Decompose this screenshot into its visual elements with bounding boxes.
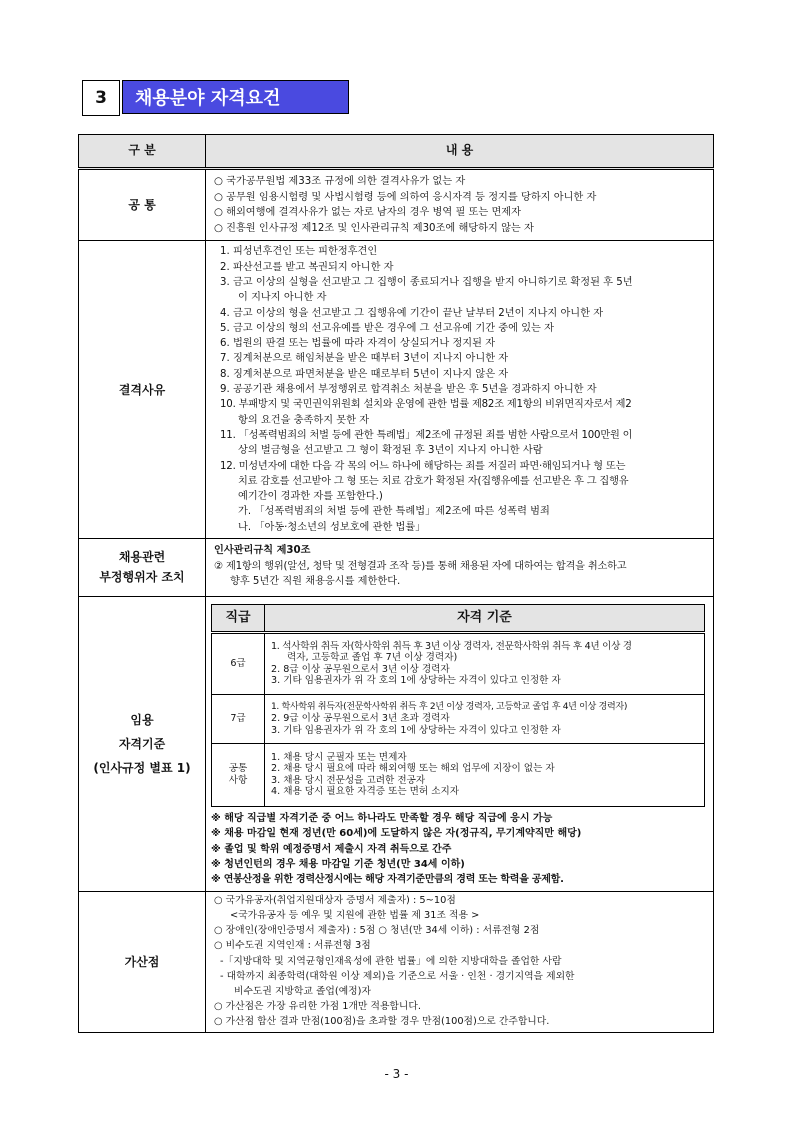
label-bonus: 가산점 — [79, 891, 206, 1032]
bonus-line: ○ 국가유공자(취업지원대상자 증명서 제출자) : 5~10점 — [214, 894, 456, 906]
grade-common-line1: 공통 — [228, 763, 248, 775]
note-line: ※ 졸업 및 학위 예정증명서 제출시 자격 취득으로 간주 — [211, 843, 452, 855]
label-qual-line1: 임용 — [130, 712, 154, 727]
disq-line: 5. 금고 이상의 형의 선고유예를 받은 경우에 그 선고유예 기간 중에 있는 자 — [220, 322, 554, 334]
grade-row-common — [212, 743, 705, 806]
disq-line: 상의 벌금형을 선고받고 그 형이 확정된 후 3년이 지나지 아니한 사람 — [238, 445, 543, 457]
note-line: ※ 청년인턴의 경우 채용 마감일 기준 청년(만 34세 이하) — [211, 859, 465, 871]
grade-7-criteria — [265, 694, 705, 743]
common-line: ○ 국가공무원법 제33조 규정에 의한 결격사유가 없는 자 — [214, 176, 466, 187]
disq-line: 8. 징계처분으로 파면처분을 받은 때로부터 5년이 지나지 않은 자 — [220, 368, 509, 380]
bonus-line: -「지방대학 및 지역균형인재육성에 관한 법률」에 의한 지방대학을 졸업한 사람 — [220, 955, 562, 967]
table-header-row — [79, 135, 714, 169]
disq-line: 이 지나지 아니한 자 — [238, 292, 327, 304]
disq-line: 4. 금고 이상의 형을 선고받고 그 집행유예 기간이 끝난 날부터 2년이 지나지 아니한 자 — [220, 307, 604, 319]
row-bonus — [79, 891, 714, 1032]
common-line: ○ 해외여행에 결격사유가 없는 자로 남자의 경우 병역 필 또는 면제자 — [214, 207, 521, 219]
label-qual-line3: (인사규정 별표 1) — [93, 760, 191, 775]
grade-6: 6급 — [212, 632, 265, 694]
content-qualification — [206, 596, 714, 891]
bonus-line: ○ 가산점은 가장 유리한 가점 1개만 적용합니다. — [214, 1001, 421, 1013]
content-bonus — [206, 891, 714, 1032]
criteria-line: 3. 기타 임용권자가 위 각 호의 1에 상당하는 자격이 있다고 인정한 자 — [271, 724, 561, 736]
disq-line: 10. 부패방지 및 국민권익위원회 설치와 운영에 관한 법률 제82조 제1항의 비위면직자로서 제2 — [220, 399, 632, 411]
label-qualification — [79, 596, 206, 891]
criteria-line: 력자, 고등학교 졸업 후 7년 이상 경력자) — [287, 652, 458, 664]
bonus-line: - 대학까지 최종학력(대학원 이상 제외)을 기준으로 서울 · 인천 · 경기지역을 제외한 — [220, 970, 575, 982]
fraud-line: ② 제1항의 행위(알선, 청탁 및 전형결과 조작 등)를 통해 채용된 자에 대하여는 합격을 취소하고 — [214, 560, 627, 572]
grade-criteria-table — [211, 604, 705, 807]
criteria-line: 3. 기타 임용권자가 위 각 호의 1에 상당하는 자격이 있다고 인정한 자 — [271, 675, 561, 687]
bonus-line: ○ 장애인(장애인증명서 제출자) : 5점 ○ 청년(만 34세 이하) : 서류전형 2점 — [214, 925, 540, 937]
disq-line: 12. 미성년자에 대한 다음 각 목의 어느 하나에 해당하는 죄를 저질러 파면·해임되거나 형 또는 — [220, 460, 626, 472]
disq-line: 항의 요건을 충족하지 못한 자 — [238, 414, 370, 426]
row-common — [79, 169, 714, 241]
criteria-line: 1. 채용 당시 군필자 또는 면제자 — [271, 751, 407, 763]
label-fraud — [79, 539, 206, 597]
bonus-line: ○ 가산점 합산 결과 만점(100점)을 초과할 경우 만점(100점)으로 간주합니다. — [214, 1016, 550, 1028]
page-number: - 3 - — [384, 1067, 409, 1081]
grade-row-6 — [212, 632, 705, 694]
inner-header-criteria: 자격 기준 — [265, 604, 705, 632]
header-content: 내 용 — [206, 135, 714, 169]
qualification-notes — [211, 811, 707, 888]
grade-row-7 — [212, 694, 705, 743]
inner-header-grade: 직급 — [212, 604, 265, 632]
content-common — [206, 169, 714, 241]
bonus-line: 비수도권 지방학교 졸업(예정)자 — [234, 986, 371, 998]
grade-common — [212, 743, 265, 806]
disq-line: 가. 「성폭력범죄의 처벌 등에 관한 특례법」제2조에 따른 성폭력 범죄 — [238, 506, 550, 518]
fraud-line: 향후 5년간 직원 채용응시를 제한한다. — [230, 576, 401, 588]
grade-common-criteria — [265, 743, 705, 806]
note-line: ※ 해당 직급별 자격기준 중 어느 하나라도 만족할 경우 해당 직급에 응시 가능 — [211, 812, 553, 824]
section-number: 3 — [82, 80, 120, 116]
criteria-line: 2. 9급 이상 공무원으로서 3년 초과 경력자 — [271, 713, 450, 725]
label-fraud-line1: 채용관련 — [118, 550, 166, 565]
common-line: ○ 공무원 임용시험령 및 사법시험령 등에 의하여 응시자격 등 정지를 당하지 아니한 자 — [214, 191, 597, 203]
bonus-line: <국가유공자 등 예우 및 지원에 관한 법률 제 31조 적용 > — [230, 910, 480, 922]
grade-6-criteria — [265, 632, 705, 694]
criteria-line: 1. 학사학위 취득자(전문학사학위 취득 후 2년 이상 경력자, 고등학교 졸업 후 4년 이상 경력자) — [271, 701, 628, 712]
disq-line: 7. 징계처분으로 해임처분을 받은 때부터 3년이 지나지 아니한 자 — [220, 353, 509, 365]
qualification-table — [78, 134, 714, 1033]
row-fraud — [79, 539, 714, 597]
label-qual-line2: 자격기준 — [118, 736, 166, 751]
disq-line: 9. 공공기관 채용에서 부정행위로 합격취소 처분을 받은 후 5년을 경과하지 아니한 자 — [220, 384, 597, 396]
disq-line: 나. 「아동·청소년의 성보호에 관한 법률」 — [238, 521, 426, 533]
disq-line: 3. 금고 이상의 실형을 선고받고 그 집행이 종료되거나 집행을 받지 아니하기로 확정된 후 5년 — [220, 276, 633, 288]
criteria-line: 3. 채용 당시 전문성을 고려한 전공자 — [271, 774, 426, 786]
grade-7: 7급 — [212, 694, 265, 743]
fraud-title: 인사관리규칙 제30조 — [214, 545, 311, 557]
row-qualification — [79, 596, 714, 891]
section-heading — [82, 80, 349, 116]
disq-line: 11. 「성폭력범죄의 처벌 등에 관한 특례법」제2조에 규정된 죄를 범한 사람으로서 100만원 이 — [220, 429, 633, 441]
inner-header-row — [212, 604, 705, 632]
bonus-line: ○ 비수도권 지역인재 : 서류전형 3점 — [214, 940, 371, 952]
criteria-line: 4. 채용 당시 필요한 자격증 또는 면허 소지자 — [271, 786, 460, 798]
disq-line: 1. 피성년후견인 또는 피한정후견인 — [220, 246, 378, 258]
note-line: ※ 채용 마감일 현재 정년(만 60세)에 도달하지 않은 자(정규직, 무기계약직만 해당) — [211, 828, 582, 840]
disq-line: 예기간이 경과한 자를 포함한다.) — [238, 491, 383, 503]
grade-common-line2: 사항 — [228, 774, 248, 786]
header-category: 구 분 — [79, 135, 206, 169]
criteria-line: 2. 8급 이상 공무원으로서 3년 이상 경력자 — [271, 663, 450, 675]
disq-line: 2. 파산선고를 받고 복권되지 아니한 자 — [220, 261, 394, 273]
criteria-line: 1. 석사학위 취득 자(학사학위 취득 후 3년 이상 경력자, 전문학사학위 취득 후 4년 이상 경 — [271, 640, 632, 652]
note-line: ※ 연봉산정을 위한 경력산정시에는 해당 자격기준만큼의 경력 또는 학력을 공제함. — [211, 874, 564, 886]
section-title: 채용분야 자격요건 — [122, 80, 349, 114]
criteria-line: 2. 채용 당시 필요에 따라 해외여행 또는 해외 업무에 지장이 없는 자 — [271, 763, 555, 775]
common-line: ○ 진흥원 인사규정 제12조 및 인사관리규칙 제30조에 해당하지 않는 자 — [214, 222, 534, 234]
disq-line: 6. 법원의 판결 또는 법률에 따라 자격이 상실되거나 정지된 자 — [220, 338, 496, 350]
row-disqualification — [79, 241, 714, 539]
label-disqualification: 결격사유 — [79, 241, 206, 539]
label-common: 공 통 — [79, 169, 206, 241]
disq-line: 치료 감호를 선고받아 그 형 또는 치료 감호가 확정된 자(집행유예를 선고받은 후 그 집행유 — [238, 475, 629, 487]
content-disqualification — [206, 241, 714, 539]
content-fraud — [206, 539, 714, 597]
label-fraud-line2: 부정행위자 조치 — [99, 570, 185, 585]
